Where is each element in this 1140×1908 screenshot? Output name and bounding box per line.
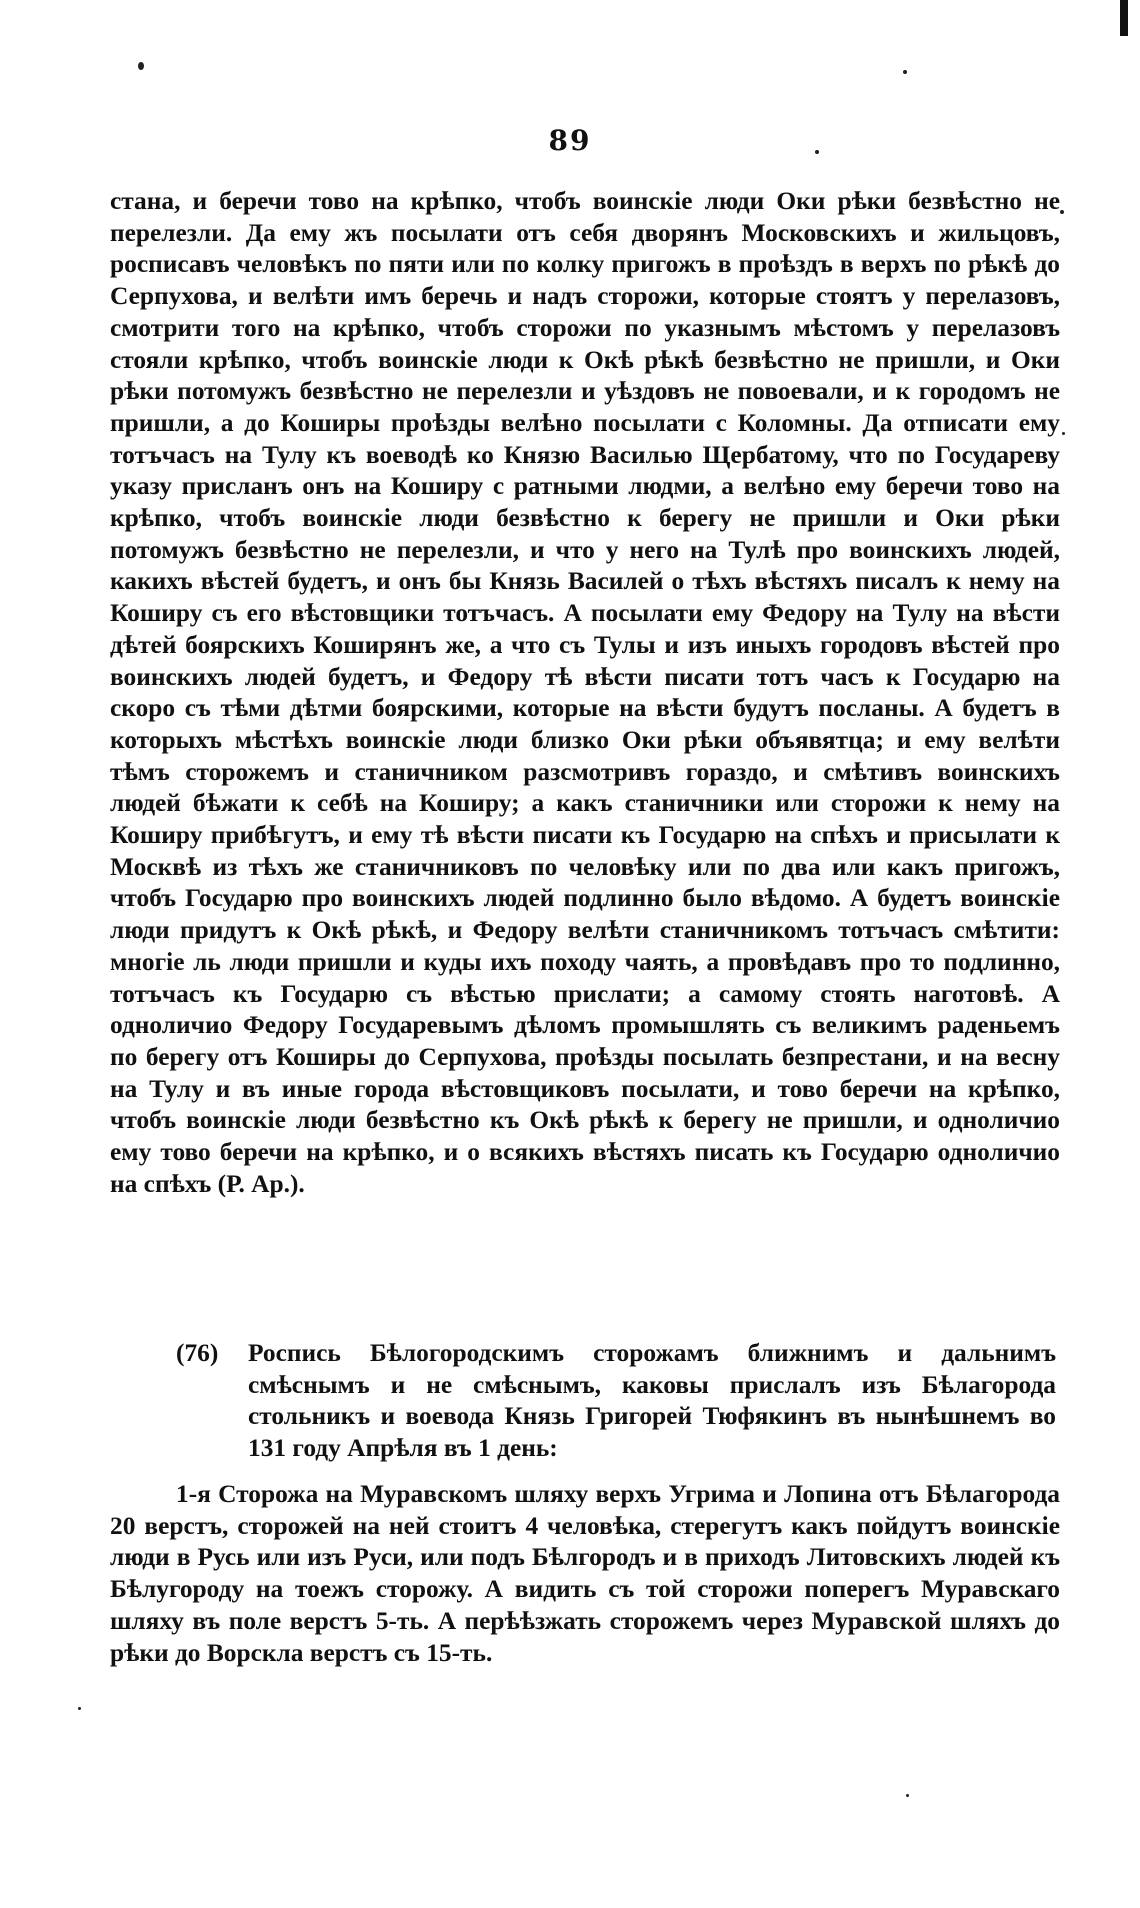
print-speck — [78, 1707, 81, 1710]
page-edge-mark — [1120, 0, 1128, 36]
print-speck — [138, 62, 144, 70]
section-body: 1-я Сторожа на Муравскомъ шляху верхъ Угрима и Лопина отъ Бѣлагорода 20 верстъ, сторожей на ней стоитъ 4 человѣка, стерегутъ какъ пойдутъ воинскіе люди в Русь или изъ Руси, или подъ Бѣлгородъ и в приходъ Литовскихъ людей къ Бѣлугороду на тоежъ сторожу. А видить съ той сторожи поперегъ Муравскаго шляху въ поле верстъ 5-ть. А перѣѣзжать сторожемъ через Муравской шляхъ до рѣки до Ворскла верстъ съ 15-ть. — [110, 1480, 1060, 1667]
main-paragraph: стана, и беречи тово на крѣпко, чтобъ воинскіе люди Оки рѣки безвѣстно не перелезли. Да ему жъ посылати отъ себя дворянъ Московскихъ и жильцовъ, росписавъ человѣкъ по пяти или по колку пригожъ в проѣздъ в верхъ по рѣкѣ до Серпухова, и велѣти имъ беречь и надъ сторожи, которые стоятъ у перелазовъ, смотрити того на крѣпко, чтобъ сторожи по указнымъ мѣстомъ у перелазовъ стояли крѣпко, чтобъ воинскіе люди к Окѣ рѣкѣ безвѣстно не пришли, и Оки рѣки потомужъ безвѣстно не перелезли и уѣздовъ не повоевали, и к городомъ не пришли, а до Коширы проѣзды велѣно посылати с Коломны. Да отписати ему тотъчасъ на Тулу къ воеводѣ ко Князю Василью Щербатому, что по Государеву указу присланъ онъ на Коширу с ратными людми, а велѣно ему беречи тово на крѣпко, чтобъ воинскіе люди безвѣстно к берегу не пришли и Оки рѣки потомужъ безвѣстно не перелезли, и что у него на Тулѣ про воинскихъ людей, какихъ вѣстей будетъ, и онъ бы Князь Василей о тѣхъ вѣстяхъ писалъ к нему на Коширу съ его вѣстовщики тотъчасъ. А посылати ему Федору на Тулу на вѣсти дѣтей боярскихъ Коширянъ же, а что съ Тулы и изъ иныхъ городовъ вѣстей про воинскихъ людей будетъ, и Федору тѣ вѣсти писати тотъ часъ к Государю на скоро съ тѣми дѣтми боярскими, которые на вѣсти будутъ посланы. А будетъ в которыхъ мѣстѣхъ воинскіе люди близко Оки рѣки объявятца; и ему велѣти тѣмъ сторожемъ и станичником разсмотривъ гораздо, и смѣтивъ воинскихъ людей бѣжати к себѣ на Коширу; а какъ станичники или сторожи к нему на Коширу прибѣгутъ, и ему тѣ вѣсти писати къ Государю на спѣхъ и присылати к Москвѣ из тѣхъ же станичниковъ по человѣку или по два или какъ пригожъ, чтобъ Государю про воинскихъ людей подлинно было вѣдомо. А будетъ воинскіе люди придутъ к Окѣ рѣкѣ, и Федору велѣти станичникомъ тотъчасъ смѣтити: многіе ль люди пришли и куды ихъ походу чаять, а провѣдавъ про то подлинно, тотъчасъ къ Государю съ вѣстью прислати; а самому стоять наготовѣ. А одноличио Федору Государевымъ дѣломъ промышлять съ великимъ раденьемъ по берегу отъ Коширы до Серпухова, проѣзды посылать безпрестани, и на весну на Тулу и въ иные города вѣстовщиковъ посылати, и тово беречи на крѣпко, чтобъ воинскіе люди безвѣстно къ Окѣ рѣкѣ к берегу не пришли, и одноличио ему тово беречи на крѣпко, и о всякихъ вѣстяхъ писать къ Государю одноличио на спѣхъ (Р. Ар.). — [110, 187, 1060, 1198]
print-speck — [903, 70, 907, 74]
main-text-block — [110, 186, 1060, 1201]
section-heading — [176, 1338, 1056, 1465]
section-number: (76) — [176, 1339, 219, 1367]
print-speck — [1062, 432, 1065, 435]
page-number: 89 — [548, 124, 592, 157]
section-title: Роспись Бѣлогородскимъ сторожамъ ближнимъ и дальнимъ смѣснымъ и не смѣснымъ, каковы прислалъ изъ Бѣлагорода стольникъ и воевода Князь Григорей Тюфякинъ въ нынѣшнемъ во 131 году Апрѣля въ 1 день: — [248, 1339, 1056, 1463]
print-speck — [1060, 210, 1064, 214]
print-speck — [906, 1794, 909, 1797]
